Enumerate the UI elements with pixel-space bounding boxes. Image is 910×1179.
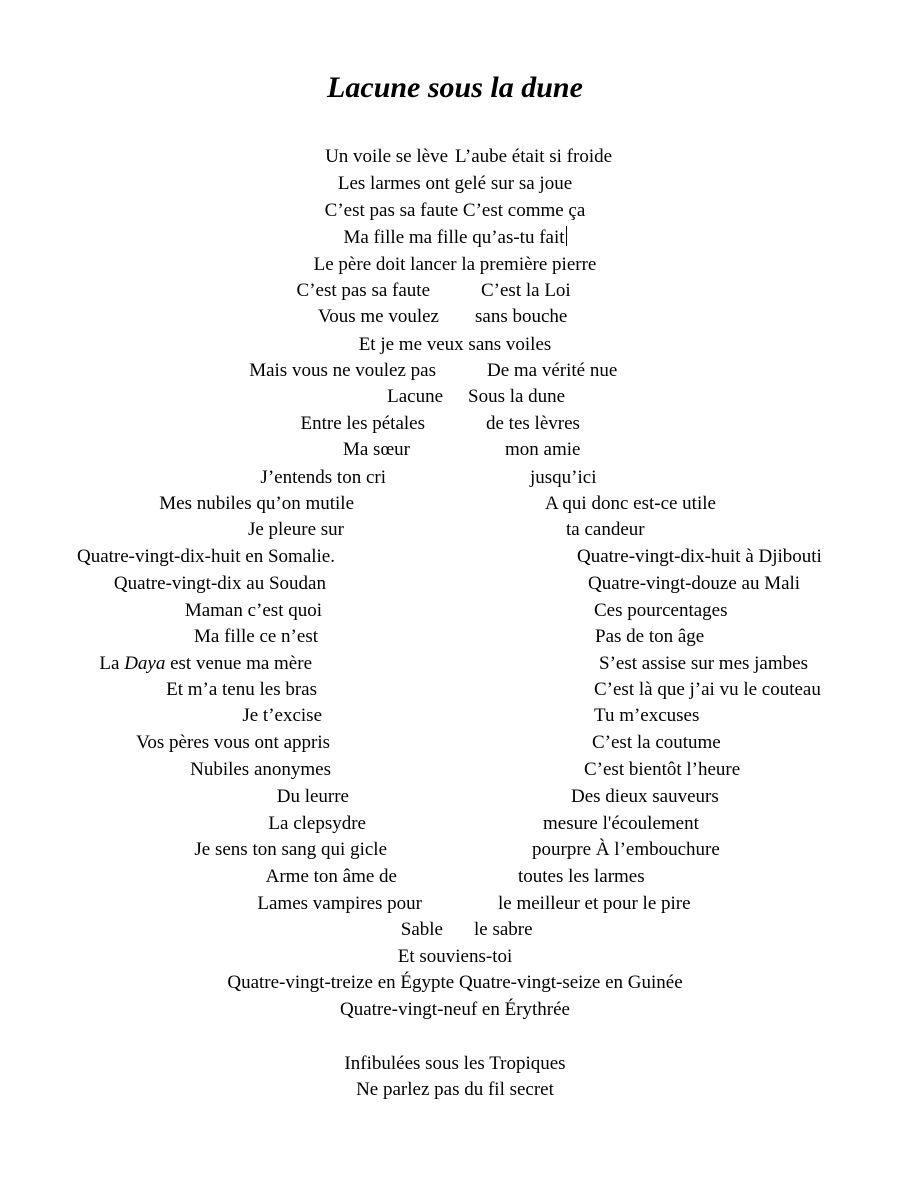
poem-line-right: Tu m’excuses bbox=[594, 705, 700, 726]
poem-line-right: A qui donc est-ce utile bbox=[545, 493, 716, 514]
poem-line-suffix: est venue ma mère bbox=[165, 653, 312, 674]
poem-line-right: toutes les larmes bbox=[518, 866, 645, 887]
poem-line-right: C’est la coutume bbox=[592, 732, 721, 753]
poem-line-right: Sous la dune bbox=[468, 386, 566, 407]
poem-line-left: Je t’excise bbox=[242, 705, 322, 726]
poem-line-left: Lames vampires pour bbox=[257, 893, 422, 914]
poem-line-left: Un voile se lève bbox=[325, 146, 448, 167]
poem-line-right: Ces pourcentages bbox=[594, 600, 728, 621]
poem-line-left: Du leurre bbox=[276, 786, 349, 807]
poem-line-right: L’aube était si froide bbox=[455, 146, 613, 167]
poem-line-left: Ma sœur bbox=[342, 439, 410, 460]
poem-line-left: Sable bbox=[400, 919, 443, 940]
poem-line-left: Entre les pétales bbox=[300, 413, 425, 434]
poem-line-right: de tes lèvres bbox=[486, 413, 580, 434]
poem-line-right: S’est assise sur mes jambes bbox=[599, 653, 808, 674]
poem-line-left: Arme ton âme de bbox=[265, 866, 397, 887]
poem-line-right: Des dieux sauveurs bbox=[571, 786, 719, 807]
poem-line-right: C’est la Loi bbox=[481, 280, 571, 301]
poem-line: Quatre-vingt-treize en Égypte Quatre-vingt-seize en Guinée bbox=[227, 972, 683, 993]
poem-line-text: Ma fille ma fille qu’as-tu fait bbox=[343, 227, 565, 248]
poem-line-right: le meilleur et pour le pire bbox=[498, 893, 691, 914]
poem-line-right: Quatre-vingt-dix-huit à Djibouti bbox=[577, 546, 822, 567]
poem-line-left: Maman c’est quoi bbox=[184, 600, 322, 621]
poem-line-left: Quatre-vingt-dix-huit en Somalie. bbox=[76, 546, 335, 567]
poem-line-left: La clepsydre bbox=[268, 813, 366, 834]
poem-line-right: mesure l'écoulement bbox=[543, 813, 699, 834]
poem-line-right: le sabre bbox=[474, 919, 533, 940]
poem-line: C’est pas sa faute C’est comme ça bbox=[324, 200, 586, 221]
poem-line-with-caret[interactable] bbox=[0, 226, 910, 250]
poem-line-left: Mes nubiles qu’on mutile bbox=[159, 493, 354, 514]
poem-line-right: De ma vérité nue bbox=[487, 360, 618, 381]
poem-line-right: ta candeur bbox=[566, 519, 645, 540]
poem-line-left: Vous me voulez bbox=[317, 306, 439, 327]
poem-line-left: J’entends ton cri bbox=[260, 467, 386, 488]
poem-line-left: Vos pères vous ont appris bbox=[136, 732, 330, 753]
poem-line: Quatre-vingt-neuf en Érythrée bbox=[339, 999, 570, 1020]
poem-line-right: sans bouche bbox=[475, 306, 568, 327]
poem-line: Et je me veux sans voiles bbox=[358, 334, 552, 355]
poem-line-left: Je sens ton sang qui gicle bbox=[194, 839, 387, 860]
poem-line-left: Mais vous ne voulez pas bbox=[249, 360, 436, 381]
poem-line-left: Quatre-vingt-dix au Soudan bbox=[113, 573, 326, 594]
poem-line: Le père doit lancer la première pierre bbox=[313, 254, 597, 275]
poem-line-right: Quatre-vingt-douze au Mali bbox=[588, 573, 801, 594]
poem-line-left: Je pleure sur bbox=[247, 519, 344, 540]
poem-line-right: mon amie bbox=[505, 439, 581, 460]
poem-line-left: Lacune bbox=[387, 386, 443, 407]
text-cursor bbox=[566, 226, 567, 246]
poem-line-left: Et m’a tenu les bras bbox=[166, 679, 317, 700]
poem-title: Lacune sous la dune bbox=[327, 71, 583, 104]
poem-line-italic-word: Daya bbox=[124, 653, 166, 674]
poem-line-prefix: La bbox=[99, 653, 125, 674]
poem-line-right: Pas de ton âge bbox=[595, 626, 705, 647]
poem-line-left: Nubiles anonymes bbox=[190, 759, 331, 780]
poem-line: Et souviens-toi bbox=[397, 946, 513, 967]
poem-line-left bbox=[99, 652, 312, 676]
poem-line-right: jusqu’ici bbox=[530, 467, 597, 488]
poem-line: Infibulées sous les Tropiques bbox=[344, 1053, 566, 1074]
poem-line: Les larmes ont gelé sur sa joue bbox=[337, 173, 573, 194]
poem-line-right: C’est là que j’ai vu le couteau bbox=[594, 679, 821, 700]
poem-line-left: C’est pas sa faute bbox=[296, 280, 430, 301]
poem-line: Ne parlez pas du fil secret bbox=[356, 1079, 554, 1100]
poem-line-left: Ma fille ce n’est bbox=[194, 626, 318, 647]
poem-line-right: pourpre À l’embouchure bbox=[532, 839, 720, 860]
poem-line-right: C’est bientôt l’heure bbox=[584, 759, 741, 780]
